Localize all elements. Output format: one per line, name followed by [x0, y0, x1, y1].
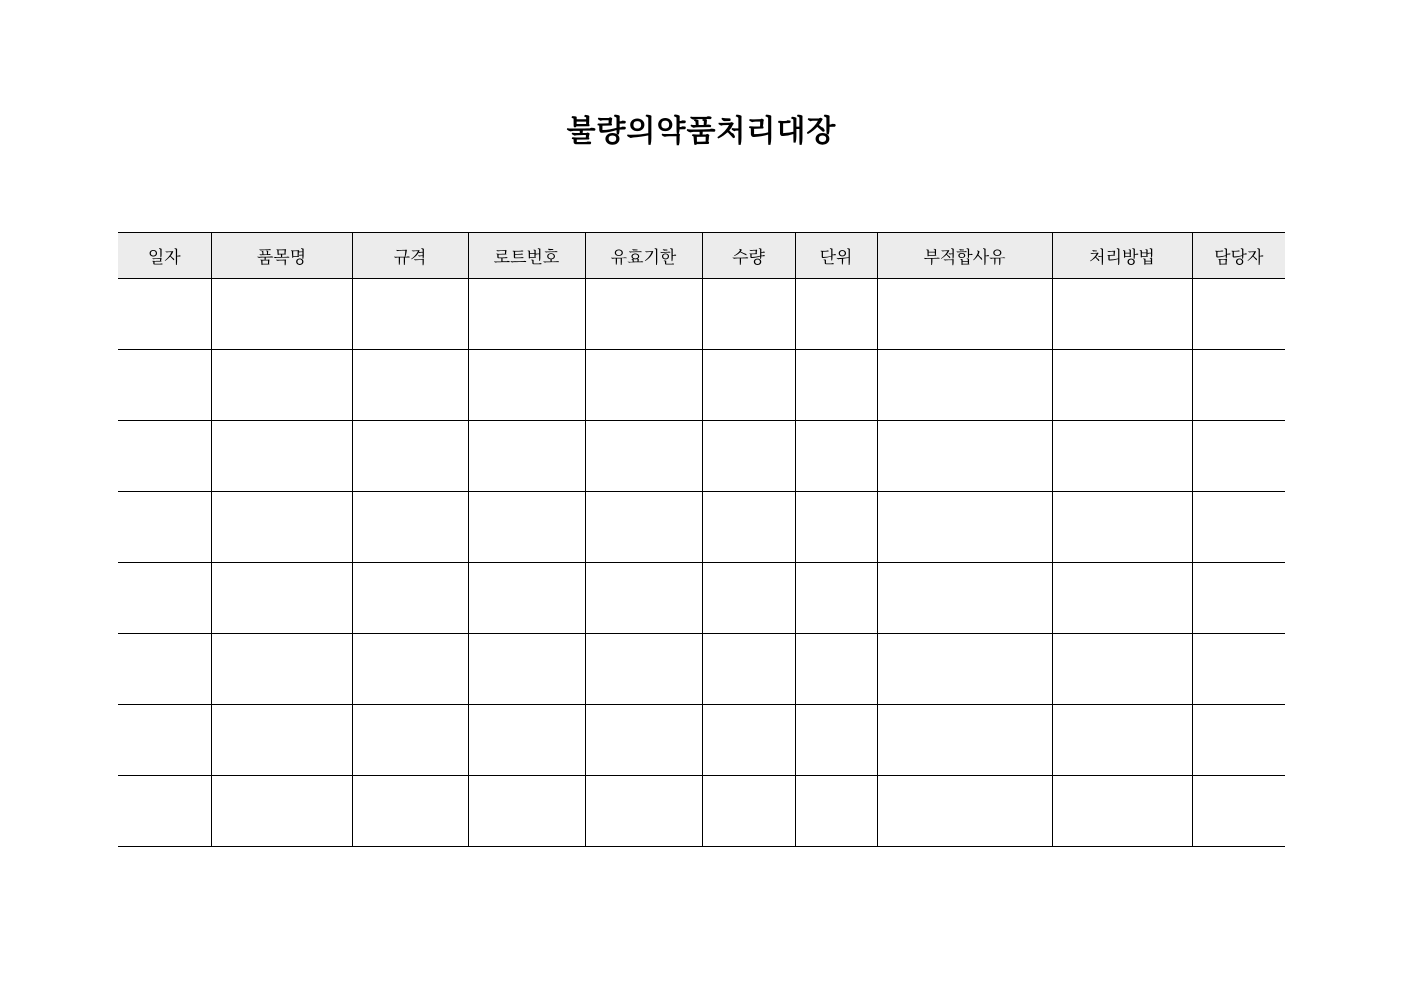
table-cell[interactable]: [211, 492, 352, 563]
column-header-nonconformity-reason: 부적합사유: [877, 233, 1052, 279]
table-cell[interactable]: [585, 776, 702, 847]
table-cell[interactable]: [352, 776, 468, 847]
table-cell[interactable]: [877, 492, 1052, 563]
table-cell[interactable]: [1192, 776, 1285, 847]
table-cell[interactable]: [795, 563, 877, 634]
table-cell[interactable]: [352, 350, 468, 421]
table-row: [118, 563, 1285, 634]
table-cell[interactable]: [1192, 279, 1285, 350]
table-cell[interactable]: [1052, 279, 1192, 350]
table-cell[interactable]: [795, 705, 877, 776]
table-cell[interactable]: [468, 350, 585, 421]
table-cell[interactable]: [877, 421, 1052, 492]
document-title: 불량의약품처리대장: [566, 114, 837, 149]
table-row: [118, 350, 1285, 421]
table-cell[interactable]: [795, 421, 877, 492]
table-cell[interactable]: [1192, 421, 1285, 492]
table-cell[interactable]: [795, 350, 877, 421]
column-header-disposal-method: 처리방법: [1052, 233, 1192, 279]
table-cell[interactable]: [211, 279, 352, 350]
table-cell[interactable]: [468, 563, 585, 634]
table-cell[interactable]: [702, 563, 795, 634]
table-cell[interactable]: [585, 350, 702, 421]
table-cell[interactable]: [877, 279, 1052, 350]
ledger-body: [118, 279, 1285, 847]
table-cell[interactable]: [211, 705, 352, 776]
table-cell[interactable]: [702, 705, 795, 776]
column-header-spec: 규격: [352, 233, 468, 279]
table-cell[interactable]: [468, 705, 585, 776]
table-cell[interactable]: [118, 634, 211, 705]
header-row: [118, 233, 1285, 279]
table-cell[interactable]: [118, 563, 211, 634]
table-cell[interactable]: [468, 634, 585, 705]
table-cell[interactable]: [468, 279, 585, 350]
table-cell[interactable]: [1052, 350, 1192, 421]
table-cell[interactable]: [795, 634, 877, 705]
table-row: [118, 776, 1285, 847]
table-cell[interactable]: [118, 705, 211, 776]
table-cell[interactable]: [877, 776, 1052, 847]
column-header-expiry: 유효기한: [585, 233, 702, 279]
column-header-unit: 단위: [795, 233, 877, 279]
table-cell[interactable]: [352, 705, 468, 776]
table-cell[interactable]: [585, 634, 702, 705]
disposal-ledger-table: [118, 232, 1285, 847]
column-header-item-name: 품목명: [211, 233, 352, 279]
table-cell[interactable]: [877, 350, 1052, 421]
table-cell[interactable]: [468, 492, 585, 563]
table-cell[interactable]: [795, 776, 877, 847]
table-cell[interactable]: [1192, 492, 1285, 563]
table-cell[interactable]: [877, 705, 1052, 776]
table-cell[interactable]: [211, 421, 352, 492]
table-cell[interactable]: [702, 279, 795, 350]
table-row: [118, 421, 1285, 492]
table-cell[interactable]: [585, 563, 702, 634]
table-cell[interactable]: [585, 492, 702, 563]
table-cell[interactable]: [211, 350, 352, 421]
table-cell[interactable]: [702, 350, 795, 421]
table-row: [118, 492, 1285, 563]
table-cell[interactable]: [352, 563, 468, 634]
table-cell[interactable]: [702, 776, 795, 847]
table-cell[interactable]: [1192, 350, 1285, 421]
table-cell[interactable]: [702, 492, 795, 563]
table-cell[interactable]: [1052, 421, 1192, 492]
column-header-date: 일자: [118, 233, 211, 279]
table-cell[interactable]: [877, 634, 1052, 705]
table-cell[interactable]: [211, 776, 352, 847]
table-cell[interactable]: [118, 350, 211, 421]
table-cell[interactable]: [1052, 776, 1192, 847]
table-cell[interactable]: [702, 421, 795, 492]
table-row: [118, 705, 1285, 776]
table-cell[interactable]: [1052, 634, 1192, 705]
table-cell[interactable]: [352, 421, 468, 492]
table-cell[interactable]: [877, 563, 1052, 634]
table-cell[interactable]: [1052, 705, 1192, 776]
table-cell[interactable]: [211, 563, 352, 634]
table-cell[interactable]: [1192, 563, 1285, 634]
table-cell[interactable]: [795, 279, 877, 350]
table-cell[interactable]: [352, 279, 468, 350]
table-cell[interactable]: [468, 776, 585, 847]
table-cell[interactable]: [118, 421, 211, 492]
table-cell[interactable]: [118, 492, 211, 563]
table-cell[interactable]: [352, 492, 468, 563]
table-cell[interactable]: [1052, 563, 1192, 634]
table-row: [118, 279, 1285, 350]
table-cell[interactable]: [702, 634, 795, 705]
column-header-lot-number: 로트번호: [468, 233, 585, 279]
table-cell[interactable]: [1192, 634, 1285, 705]
table-cell[interactable]: [585, 279, 702, 350]
table-cell[interactable]: [211, 634, 352, 705]
table-cell[interactable]: [118, 279, 211, 350]
table-cell[interactable]: [585, 705, 702, 776]
table-cell[interactable]: [468, 421, 585, 492]
table-cell[interactable]: [118, 776, 211, 847]
table-cell[interactable]: [352, 634, 468, 705]
column-header-manager: 담당자: [1192, 233, 1285, 279]
table-cell[interactable]: [1052, 492, 1192, 563]
table-cell[interactable]: [585, 421, 702, 492]
column-header-quantity: 수량: [702, 233, 795, 279]
table-cell[interactable]: [1192, 705, 1285, 776]
table-row: [118, 634, 1285, 705]
table-cell[interactable]: [795, 492, 877, 563]
